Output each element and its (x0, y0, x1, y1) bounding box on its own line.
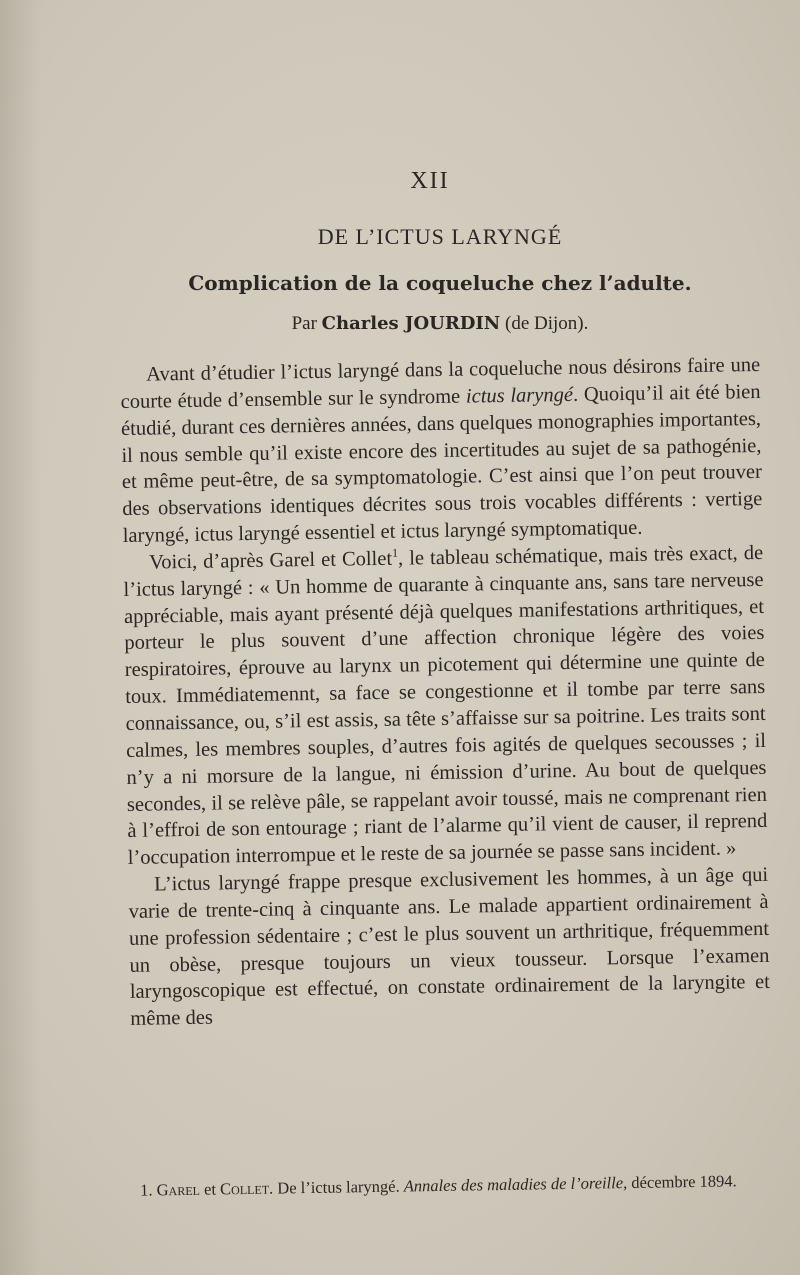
p1-italic-term: ictus laryngé (465, 383, 574, 408)
footnote-conj: et (203, 1179, 217, 1199)
paragraph-1 (120, 352, 763, 550)
chapter-number: XII (410, 168, 450, 194)
footnote-author-b: Collet. (219, 1178, 274, 1199)
author-affiliation: (de Dijon). (505, 313, 589, 334)
author-name: Charles JOURDIN (321, 313, 501, 334)
footnote-text (120, 1170, 760, 1202)
article-body (120, 352, 770, 1033)
footnote-journal: Annales des maladies de l’oreille, (403, 1173, 628, 1196)
article-title: DE L’ICTUS LARYNGÉ (317, 224, 563, 249)
footnote (120, 1170, 760, 1202)
footnote-author-a: Garel (156, 1179, 201, 1200)
footnote-number: 1. (140, 1180, 153, 1200)
footnote-date: décembre 1894. (631, 1171, 737, 1192)
article-subtitle: Complication de la coqueluche chez l’adulte. (188, 271, 692, 295)
paragraph-3: L’ictus laryngé frappe presque exclusivement les hommes, à un âge qui varie de trente-cinq à cinquante ans. Le malade appartient ordinairement à une profession sédentaire ; c’est le plus souvent un arthritique, fréquemment un obèse, presque toujours un vieux tousseur. Lorsque l’examen laryngoscopique est effectué, on constate ordinairement de la laryngite et même des (128, 863, 770, 1031)
byline-prefix: Par (291, 313, 317, 334)
p1-text-a: Avant d’étudier l’ictus laryngé dans la coqueluche nous désirons faire une courte étude d’ensemble sur le syndrome (120, 353, 761, 413)
p2-text-b: , le tableau schématique, mais très exact, de l’ictus laryngé : « Un homme de quarante à cinquante ans, sans tare nerveuse appréciable, mais ayant présenté déjà quelques manifestations arthritiques, et porteur le plus souvent d’une affection chronique légère des voies respiratoires, éprouve au larynx un picotement qui détermine une quinte de toux. Immédiatemennt, sa face se congestionne et il tombe par terre sans connaissance, ou, s’il est assis, sa tête s’affaisse sur sa poitrine. Les traits sont calmes, les membres souples, d’autres fois agités de quelques secousses ; il n’y a ni morsure de la langue, ni émission d’urine. Au bout de quelques secondes, il se relève pâle, se rappelant avoir toussé, mais ne comprenant rien à l’effroi de son entourage ; riant de l’alarme qu’il vient de causer, il reprend l’occupation interrompue et le reste de sa journée se passe sans incident. » (123, 541, 768, 870)
p1-text-b: . Quoiqu’il ait été bien étudié, durant ces dernières années, dans quelques monographies importantes, il nous semble qu’il existe encore des incertitudes au sujet de sa pathogénie, et même peut-être, de sa symptomatologie. C’est ainsi que l’on peut trouver des observations identiques décrites sous trois vocables différents : vertige laryngé, ictus laryngé essentiel et ictus laryngé symptomatique. (120, 380, 763, 548)
paragraph-2 (123, 540, 768, 872)
footnote-reference[interactable]: 1 (391, 545, 399, 560)
byline (0, 313, 800, 335)
p2-text-a: Voici, d’après Garel et Collet (148, 547, 393, 574)
footnote-title: De l’ictus laryngé. (277, 1176, 400, 1198)
